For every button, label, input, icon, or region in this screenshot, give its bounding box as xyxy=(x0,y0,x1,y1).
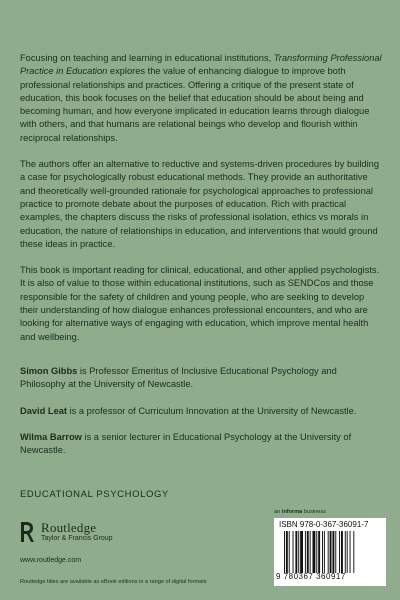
informa-name: informa xyxy=(281,509,303,515)
blurb-paragraph-1 xyxy=(20,52,382,145)
blurb-paragraph-2: The authors offer an alternative to reductive and systems-driven procedures by building a case for psychologically robust educational methods. They provide an authoritative and theoretically well-grounded rationale for psychological approaches to professional practice to promote debate about the purposes of education. Rich with practical examples, the chapters discuss the risks of professional isolation, ethics vs morals in education, the nature of relationships in education, and interventions that would ground these ideas in practice. xyxy=(20,159,379,249)
blurb-paragraph-3: This book is important reading for clinical, educational, and other applied psychologists. It is also of value to those within educational institutions, such as SENDCos and those responsible for the safety of children and young people, who are seeking to develop their understanding of how dialogue enhances professional encounters, and who are looking for alternative ways of engaging with education, which improve mental health and wellbeing. xyxy=(20,265,380,342)
blurb-p1-end: explores the value of enhancing dialogue to improve both professional relationships and practices. Offering a critique of the present state of education, this book focuses on the belief that education should be about being and becoming human, and how everyone implicated in education learns through dialogue with others, and that humans are relational beings who develop and flourish within reciprocal relationships. xyxy=(20,66,370,143)
author-description: is a professor of Curriculum Innovation at the University of Newcastle. xyxy=(67,405,357,416)
barcode-digits: 9 780367 360917 xyxy=(276,572,346,581)
book-title-italic: Transforming Professional Practice in Education xyxy=(20,53,382,77)
author-name: Simon Gibbs xyxy=(20,365,78,376)
isbn-label: ISBN 978-0-367-36091-7 xyxy=(279,520,369,529)
informa-suffix: business xyxy=(302,509,326,515)
blurb-text xyxy=(20,52,382,470)
ebook-footnote: Routledge titles are available as eBook editions in a range of digital formats xyxy=(20,579,207,585)
author-name: Wilma Barrow xyxy=(20,431,82,442)
publisher-website[interactable]: www.routledge.com xyxy=(20,557,82,564)
barcode-panel xyxy=(274,518,386,586)
barcode-icon xyxy=(284,531,376,573)
author-name: David Leat xyxy=(20,405,68,416)
author-bio-1 xyxy=(20,365,382,392)
subject-category: EDUCATIONAL PSYCHOLOGY xyxy=(20,489,169,500)
author-description: is a senior lecturer in Educational Psychology at the University of Newcastle. xyxy=(20,431,352,456)
routledge-logo-icon xyxy=(19,521,35,543)
informa-business-tag xyxy=(274,509,326,515)
author-bio-2 xyxy=(20,405,382,418)
author-description: is Professor Emeritus of Inclusive Educational Psychology and Philosophy at the University of Newcastle. xyxy=(20,365,337,390)
publisher-group: Taylor & Francis Group xyxy=(41,535,113,542)
informa-prefix: an xyxy=(274,509,282,515)
author-bio-3 xyxy=(20,431,382,458)
blurb-p1-start: Focusing on teaching and learning in educational institutions, xyxy=(20,53,274,63)
publisher-name: Routledge xyxy=(41,520,97,535)
